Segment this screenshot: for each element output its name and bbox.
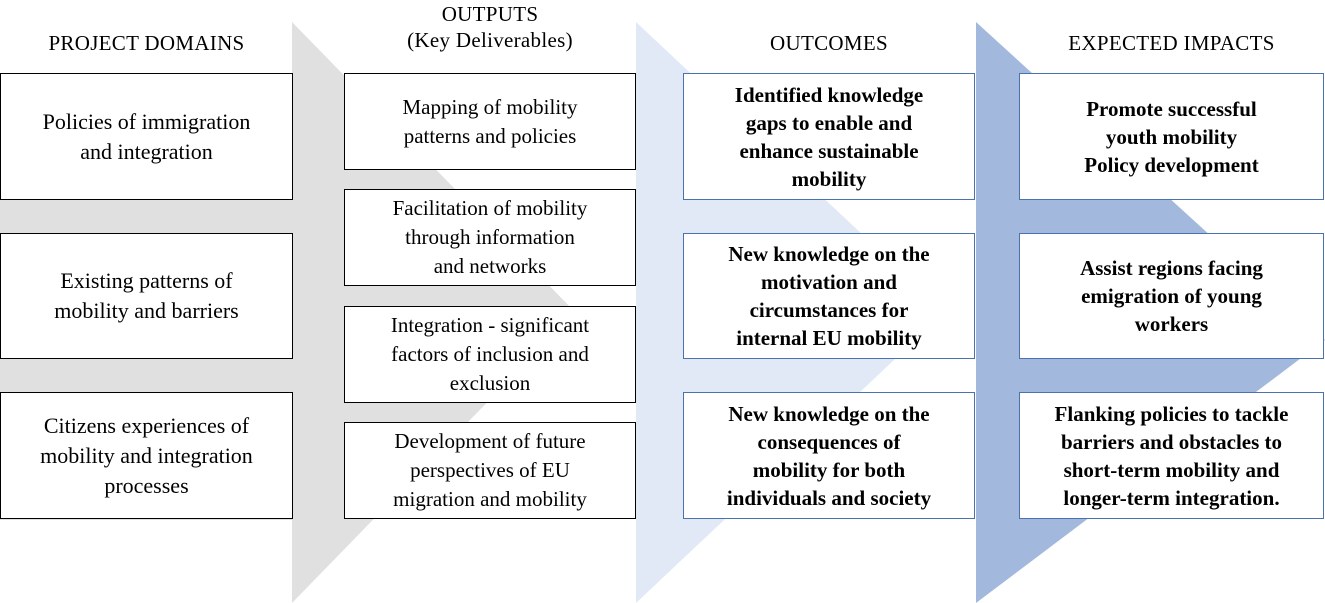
outcome-box: New knowledge on the motivation and circumstances for internal EU mobility — [683, 233, 975, 359]
header-project-domains: PROJECT DOMAINS — [48, 31, 245, 55]
outcome-box: New knowledge on the consequences of mobility for both individuals and society — [683, 392, 975, 519]
output-box: Development of future perspectives of EU migration and mobility — [344, 422, 636, 519]
impact-box: Promote successful youth mobility Policy development — [1019, 73, 1324, 200]
output-box: Facilitation of mobility through information and networks — [344, 189, 636, 286]
domain-box: Existing patterns of mobility and barriers — [0, 233, 293, 359]
header-expected-impacts: EXPECTED IMPACTS — [1068, 31, 1275, 55]
output-box: Mapping of mobility patterns and policies — [344, 73, 636, 170]
output-box: Integration - significant factors of inclusion and exclusion — [344, 306, 636, 403]
header-outputs: OUTPUTS (Key Deliverables) — [407, 2, 573, 52]
impact-box: Flanking policies to tackle barriers and obstacles to short-term mobility and longer-term integration. — [1019, 392, 1324, 519]
impact-box: Assist regions facing emigration of young workers — [1019, 233, 1324, 359]
outcome-box: Identified knowledge gaps to enable and enhance sustainable mobility — [683, 73, 975, 200]
header-outcomes: OUTCOMES — [770, 31, 888, 55]
domain-box: Policies of immigration and integration — [0, 73, 293, 200]
domain-box: Citizens experiences of mobility and integration processes — [0, 392, 293, 519]
